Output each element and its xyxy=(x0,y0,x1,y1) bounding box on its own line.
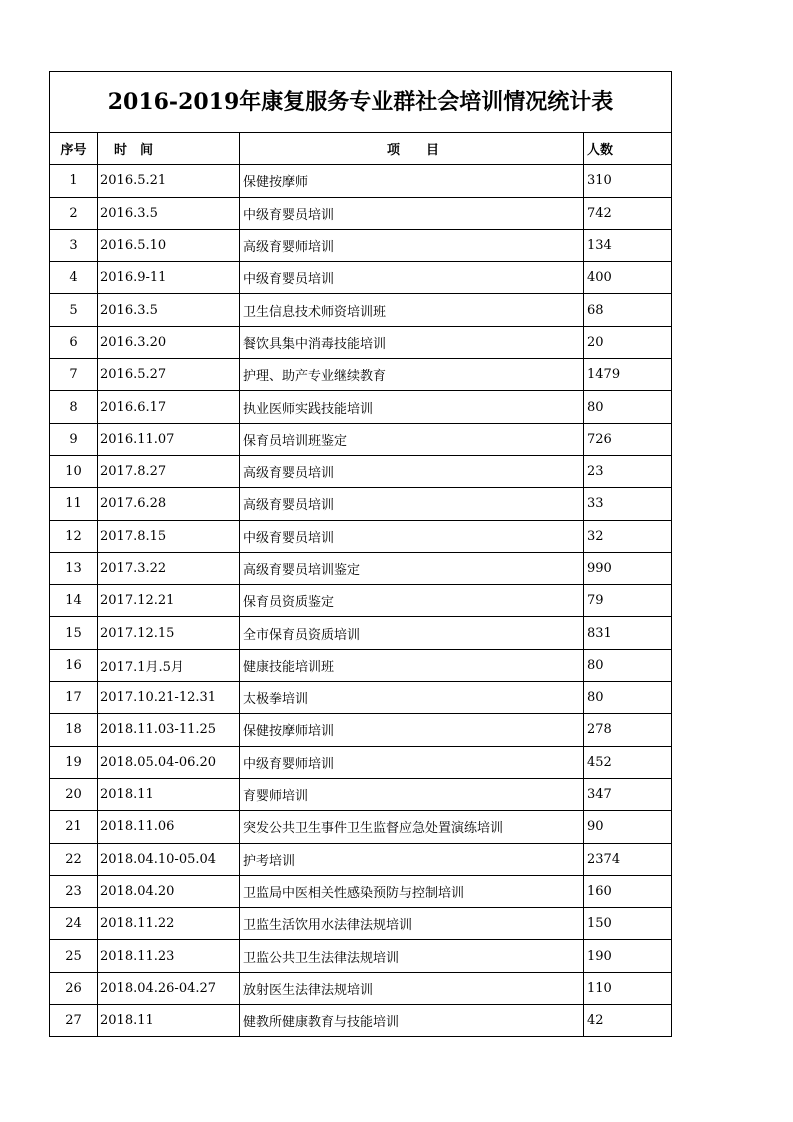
cell-count: 160 xyxy=(584,875,672,907)
cell-time: 2017.12.21 xyxy=(98,585,240,617)
cell-count: 80 xyxy=(584,682,672,714)
table-row xyxy=(50,682,671,714)
cell-item: 中级育婴员培训 xyxy=(240,197,584,229)
cell-count: 20 xyxy=(584,326,672,358)
cell-time: 2016.3.5 xyxy=(98,294,240,326)
table-row xyxy=(50,520,671,552)
cell-no: 21 xyxy=(50,811,98,843)
table-row xyxy=(50,778,671,810)
table-row xyxy=(50,617,671,649)
cell-no: 8 xyxy=(50,391,98,423)
cell-no: 23 xyxy=(50,875,98,907)
cell-time: 2017.10.21-12.31 xyxy=(98,682,240,714)
cell-item: 餐饮具集中消毒技能培训 xyxy=(240,326,584,358)
cell-no: 4 xyxy=(50,262,98,294)
cell-item: 卫监局中医相关性感染预防与控制培训 xyxy=(240,875,584,907)
cell-item: 中级育婴员培训 xyxy=(240,262,584,294)
table-row xyxy=(50,1005,671,1037)
cell-count: 400 xyxy=(584,262,672,294)
cell-no: 3 xyxy=(50,229,98,261)
cell-time: 2017.12.15 xyxy=(98,617,240,649)
cell-item: 护考培训 xyxy=(240,843,584,875)
cell-no: 14 xyxy=(50,585,98,617)
table-row xyxy=(50,972,671,1004)
cell-no: 6 xyxy=(50,326,98,358)
table-row xyxy=(50,326,671,358)
cell-count: 33 xyxy=(584,488,672,520)
cell-item: 保育员培训班鉴定 xyxy=(240,423,584,455)
cell-item: 高级育婴师培训 xyxy=(240,229,584,261)
cell-item: 中级育婴员培训 xyxy=(240,520,584,552)
cell-item: 护理、助产专业继续教育 xyxy=(240,359,584,391)
cell-count: 310 xyxy=(584,165,672,197)
cell-no: 27 xyxy=(50,1005,98,1037)
table-row xyxy=(50,391,671,423)
cell-time: 2016.5.27 xyxy=(98,359,240,391)
cell-item: 高级育婴员培训鉴定 xyxy=(240,552,584,584)
cell-no: 24 xyxy=(50,908,98,940)
cell-item: 执业医师实践技能培训 xyxy=(240,391,584,423)
cell-no: 13 xyxy=(50,552,98,584)
cell-time: 2016.3.20 xyxy=(98,326,240,358)
cell-count: 23 xyxy=(584,455,672,487)
header-time: 时 间 xyxy=(98,133,240,165)
header-row xyxy=(50,133,671,165)
cell-no: 17 xyxy=(50,682,98,714)
cell-no: 25 xyxy=(50,940,98,972)
cell-item: 全市保育员资质培训 xyxy=(240,617,584,649)
table-title: 2016-2019年康复服务专业群社会培训情况统计表 xyxy=(50,72,671,133)
table-row xyxy=(50,843,671,875)
cell-item: 保健按摩师培训 xyxy=(240,714,584,746)
cell-count: 80 xyxy=(584,391,672,423)
cell-count: 347 xyxy=(584,778,672,810)
table-row xyxy=(50,423,671,455)
cell-no: 10 xyxy=(50,455,98,487)
cell-no: 19 xyxy=(50,746,98,778)
cell-count: 90 xyxy=(584,811,672,843)
table-row xyxy=(50,197,671,229)
table-row xyxy=(50,649,671,681)
cell-count: 80 xyxy=(584,649,672,681)
cell-time: 2016.9-11 xyxy=(98,262,240,294)
training-table xyxy=(50,133,671,1036)
table-row xyxy=(50,262,671,294)
table-row xyxy=(50,229,671,261)
table-row xyxy=(50,908,671,940)
table-row xyxy=(50,714,671,746)
cell-count: 990 xyxy=(584,552,672,584)
cell-no: 2 xyxy=(50,197,98,229)
table-row xyxy=(50,875,671,907)
cell-no: 22 xyxy=(50,843,98,875)
cell-time: 2017.6.28 xyxy=(98,488,240,520)
cell-time: 2017.8.15 xyxy=(98,520,240,552)
table-row xyxy=(50,359,671,391)
cell-item: 高级育婴员培训 xyxy=(240,455,584,487)
cell-count: 1479 xyxy=(584,359,672,391)
cell-time: 2017.8.27 xyxy=(98,455,240,487)
cell-time: 2018.11 xyxy=(98,1005,240,1037)
cell-time: 2018.11.03-11.25 xyxy=(98,714,240,746)
cell-time: 2016.6.17 xyxy=(98,391,240,423)
cell-count: 79 xyxy=(584,585,672,617)
cell-item: 健教所健康教育与技能培训 xyxy=(240,1005,584,1037)
cell-time: 2018.05.04-06.20 xyxy=(98,746,240,778)
cell-time: 2018.11 xyxy=(98,778,240,810)
cell-no: 5 xyxy=(50,294,98,326)
cell-count: 742 xyxy=(584,197,672,229)
cell-no: 1 xyxy=(50,165,98,197)
cell-time: 2016.3.5 xyxy=(98,197,240,229)
cell-item: 保健按摩师 xyxy=(240,165,584,197)
cell-item: 卫生信息技术师资培训班 xyxy=(240,294,584,326)
table-row xyxy=(50,165,671,197)
cell-time: 2017.1月.5月 xyxy=(98,649,240,681)
cell-no: 20 xyxy=(50,778,98,810)
cell-no: 11 xyxy=(50,488,98,520)
cell-time: 2018.11.22 xyxy=(98,908,240,940)
cell-count: 452 xyxy=(584,746,672,778)
cell-count: 32 xyxy=(584,520,672,552)
cell-count: 831 xyxy=(584,617,672,649)
cell-item: 放射医生法律法规培训 xyxy=(240,972,584,1004)
statistics-table-sheet xyxy=(49,71,672,1037)
cell-item: 卫监公共卫生法律法规培训 xyxy=(240,940,584,972)
cell-item: 健康技能培训班 xyxy=(240,649,584,681)
cell-item: 卫监生活饮用水法律法规培训 xyxy=(240,908,584,940)
table-row xyxy=(50,455,671,487)
cell-no: 9 xyxy=(50,423,98,455)
table-row xyxy=(50,488,671,520)
cell-count: 68 xyxy=(584,294,672,326)
cell-count: 278 xyxy=(584,714,672,746)
cell-no: 15 xyxy=(50,617,98,649)
cell-time: 2017.3.22 xyxy=(98,552,240,584)
cell-time: 2018.04.26-04.27 xyxy=(98,972,240,1004)
cell-item: 中级育婴师培训 xyxy=(240,746,584,778)
cell-no: 26 xyxy=(50,972,98,1004)
table-row xyxy=(50,294,671,326)
cell-count: 726 xyxy=(584,423,672,455)
header-count: 人数 xyxy=(584,133,672,165)
cell-count: 134 xyxy=(584,229,672,261)
cell-time: 2016.5.21 xyxy=(98,165,240,197)
cell-time: 2018.11.06 xyxy=(98,811,240,843)
cell-item: 育婴师培训 xyxy=(240,778,584,810)
cell-item: 保育员资质鉴定 xyxy=(240,585,584,617)
header-no: 序号 xyxy=(50,133,98,165)
cell-item: 高级育婴员培训 xyxy=(240,488,584,520)
header-item: 项 目 xyxy=(240,133,584,165)
cell-count: 150 xyxy=(584,908,672,940)
cell-count: 190 xyxy=(584,940,672,972)
table-row xyxy=(50,940,671,972)
cell-time: 2016.5.10 xyxy=(98,229,240,261)
table-row xyxy=(50,811,671,843)
table-row xyxy=(50,585,671,617)
cell-time: 2018.11.23 xyxy=(98,940,240,972)
cell-no: 12 xyxy=(50,520,98,552)
cell-no: 7 xyxy=(50,359,98,391)
cell-item: 太极拳培训 xyxy=(240,682,584,714)
table-row xyxy=(50,552,671,584)
cell-count: 42 xyxy=(587,1013,604,1029)
cell-count: 2374 xyxy=(584,843,672,875)
table-row xyxy=(50,746,671,778)
cell-count: 110 xyxy=(584,972,672,1004)
cell-time: 2016.11.07 xyxy=(98,423,240,455)
cell-no: 16 xyxy=(50,649,98,681)
cell-item: 突发公共卫生事件卫生监督应急处置演练培训 xyxy=(240,811,584,843)
cell-time: 2018.04.10-05.04 xyxy=(98,843,240,875)
cell-time: 2018.04.20 xyxy=(98,875,240,907)
cell-no: 18 xyxy=(50,714,98,746)
